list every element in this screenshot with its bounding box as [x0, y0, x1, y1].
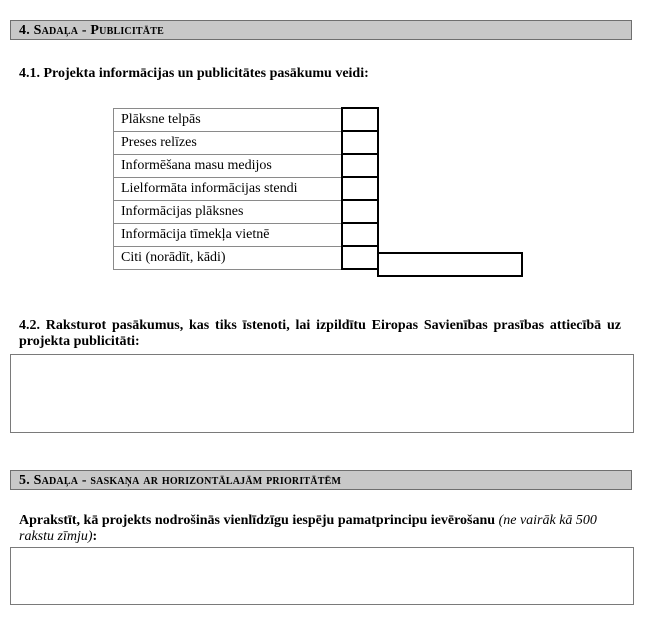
activity-row	[114, 246, 378, 269]
activity-label: Informācijas plāksnes	[114, 200, 342, 223]
activity-row	[114, 131, 378, 154]
activity-row	[114, 154, 378, 177]
activity-label: Informācija tīmekļa vietnē	[114, 223, 342, 246]
publicity-activities-table	[113, 107, 379, 270]
activity-label: Preses relīzes	[114, 131, 342, 154]
question-4-2: 4.2. Raksturot pasākumus, kas tiks īstenoti, lai izpildītu Eiropas Savienības prasības attiecībā uz projekta publicitāti:	[19, 318, 621, 349]
section-4-header: 4. Sadaļa - Publicitāte	[10, 20, 632, 40]
activity-checkbox[interactable]	[342, 177, 378, 200]
question-5	[19, 513, 621, 545]
question-4-1: 4.1. Projekta informācijas un publicitātes pasākumu veidi:	[19, 66, 369, 81]
activity-label: Informēšana masu medijos	[114, 154, 342, 177]
activity-checkbox[interactable]	[342, 131, 378, 154]
activity-row	[114, 177, 378, 200]
equal-opportunities-field[interactable]	[10, 547, 634, 605]
activity-row	[114, 108, 378, 131]
activity-row	[114, 223, 378, 246]
activity-checkbox[interactable]	[342, 154, 378, 177]
question-5-colon: :	[92, 529, 98, 544]
activity-checkbox[interactable]	[342, 246, 378, 269]
section-5-header: 5. Sadaļa - saskaņa ar horizontālajām prioritātēm	[10, 470, 632, 490]
activity-label: Citi (norādīt, kādi)	[114, 246, 342, 269]
activity-label: Lielformāta informācijas stendi	[114, 177, 342, 200]
other-activity-input[interactable]	[377, 252, 523, 277]
activity-row	[114, 200, 378, 223]
activity-label: Plāksne telpās	[114, 108, 342, 131]
publicity-description-field[interactable]	[10, 354, 634, 433]
activity-checkbox[interactable]	[342, 108, 378, 131]
activity-checkbox[interactable]	[342, 200, 378, 223]
activity-checkbox[interactable]	[342, 223, 378, 246]
question-5-note: (ne vairāk kā 500 rakstu zīmju)	[19, 513, 597, 544]
question-5-text: Aprakstīt, kā projekts nodrošinās vienlīdzīgu iespēju pamatprincipu ievērošanu	[19, 513, 496, 528]
